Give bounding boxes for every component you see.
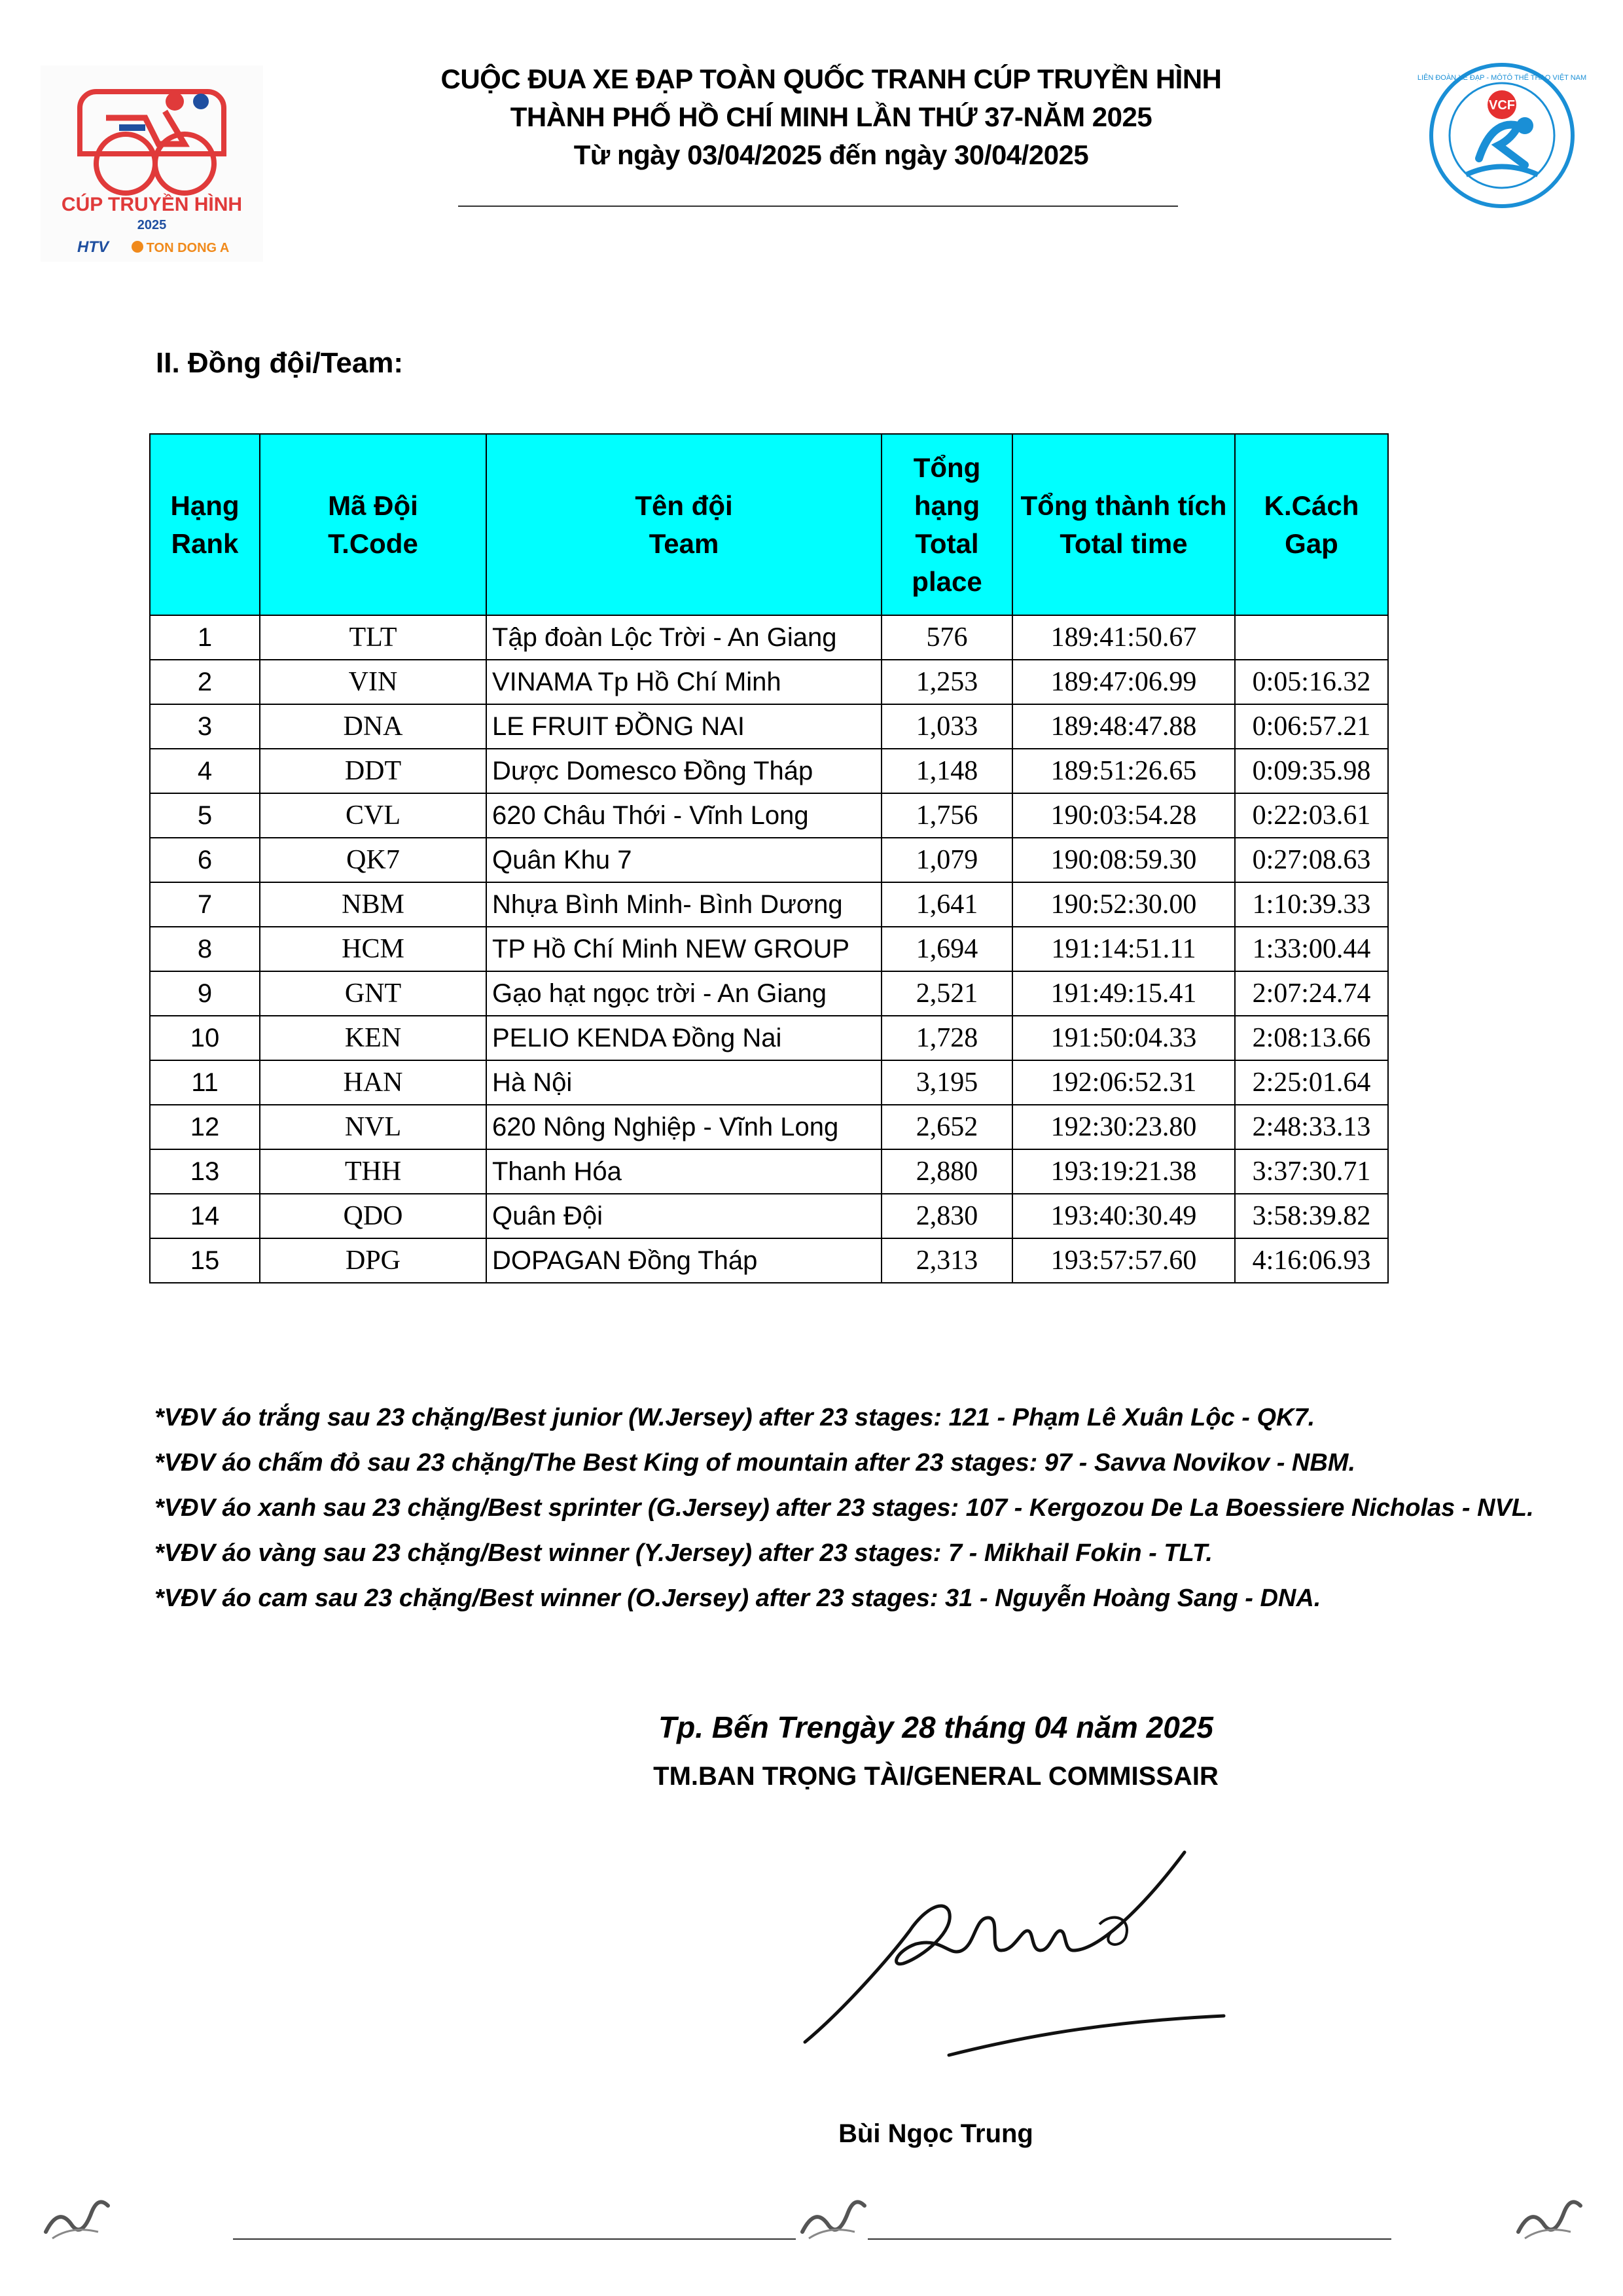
cell-gap: 3:37:30.71 [1235, 1149, 1388, 1194]
cell-team-code: DPG [260, 1238, 486, 1283]
note-green-jersey: *VĐV áo xanh sau 23 chặng/Best sprinter (G.Jersey) after 23 stages: 107 - Kergozou De La Boessiere Nicholas - NVL. [154, 1494, 1534, 1522]
jersey-notes [154, 1395, 1594, 1621]
cell-gap: 0:27:08.63 [1235, 838, 1388, 882]
footer-rule-right [868, 2238, 1391, 2240]
cell-total-place: 2,652 [882, 1105, 1012, 1149]
cell-total-time: 190:08:59.30 [1012, 838, 1235, 882]
cell-rank: 3 [150, 704, 260, 749]
cell-gap: 2:25:01.64 [1235, 1060, 1388, 1105]
table-row [150, 838, 1388, 882]
team-standings-table [149, 433, 1389, 1283]
cell-team-name: Tập đoàn Lộc Trời - An Giang [486, 615, 882, 660]
table-row [150, 1060, 1388, 1105]
table-row [150, 660, 1388, 704]
cell-team-code: CVL [260, 793, 486, 838]
cell-team-code: KEN [260, 1016, 486, 1060]
cell-gap: 2:07:24.74 [1235, 971, 1388, 1016]
table-row [150, 1149, 1388, 1194]
signature-icon [792, 1846, 1237, 2062]
cell-team-name: Hà Nội [486, 1060, 882, 1105]
cell-total-place: 1,694 [882, 927, 1012, 971]
cell-total-time: 189:48:47.88 [1012, 704, 1235, 749]
table-row [150, 927, 1388, 971]
table-row [150, 1194, 1388, 1238]
note-polka-dot-jersey: *VĐV áo chấm đỏ sau 23 chặng/The Best King of mountain after 23 stages: 97 - Savva Novikov - NBM. [154, 1449, 1356, 1477]
cell-rank: 14 [150, 1194, 260, 1238]
cell-rank: 2 [150, 660, 260, 704]
svg-text:TON DONG A: TON DONG A [146, 241, 230, 255]
header-team-code: Mã Đội T.Code [260, 434, 486, 615]
cell-total-time: 191:14:51.11 [1012, 927, 1235, 971]
cell-gap: 2:08:13.66 [1235, 1016, 1388, 1060]
cell-team-name: VINAMA Tp Hồ Chí Minh [486, 660, 882, 704]
header-team-name: Tên đội Team [486, 434, 882, 615]
cell-total-time: 191:49:15.41 [1012, 971, 1235, 1016]
cell-team-name: PELIO KENDA Đồng Nai [486, 1016, 882, 1060]
event-header [406, 60, 1257, 174]
cell-rank: 8 [150, 927, 260, 971]
event-title-line-1: CUỘC ĐUA XE ĐẠP TOÀN QUỐC TRANH CÚP TRUYỀN HÌNH [440, 63, 1222, 94]
event-title-line-2: THÀNH PHỐ HỒ CHÍ MINH LẦN THỨ 37-NĂM 2025 [510, 101, 1152, 132]
cell-total-time: 193:57:57.60 [1012, 1238, 1235, 1283]
table-row [150, 971, 1388, 1016]
cell-total-place: 1,079 [882, 838, 1012, 882]
cell-team-code: DNA [260, 704, 486, 749]
cell-total-place: 1,033 [882, 704, 1012, 749]
cell-team-code: GNT [260, 971, 486, 1016]
cell-team-name: DOPAGAN Đồng Tháp [486, 1238, 882, 1283]
footer-mark-left-icon [39, 2186, 111, 2245]
cell-rank: 15 [150, 1238, 260, 1283]
cell-gap [1235, 615, 1388, 660]
cell-total-place: 1,728 [882, 1016, 1012, 1060]
cell-rank: 13 [150, 1149, 260, 1194]
cell-team-code: TLT [260, 615, 486, 660]
cell-team-code: NBM [260, 882, 486, 927]
footer-rule-left [233, 2238, 796, 2240]
cell-team-name: Dược Domesco Đồng Tháp [486, 749, 882, 793]
cell-total-place: 1,641 [882, 882, 1012, 927]
cell-rank: 9 [150, 971, 260, 1016]
table-row [150, 1016, 1388, 1060]
cell-total-place: 2,830 [882, 1194, 1012, 1238]
cell-team-name: Gạo hạt ngọc trời - An Giang [486, 971, 882, 1016]
signatory-name: Bùi Ngọc Trung [838, 2119, 1033, 2148]
cell-rank: 12 [150, 1105, 260, 1149]
footer-mark-center-icon [796, 2186, 868, 2245]
vcf-federation-logo-icon [1417, 60, 1587, 211]
cell-team-name: Quân Khu 7 [486, 838, 882, 882]
cell-gap: 4:16:06.93 [1235, 1238, 1388, 1283]
cell-total-time: 192:06:52.31 [1012, 1060, 1235, 1105]
cell-total-time: 190:52:30.00 [1012, 882, 1235, 927]
note-yellow-jersey: *VĐV áo vàng sau 23 chặng/Best winner (Y.Jersey) after 23 stages: 7 - Mikhail Fokin - TLT. [154, 1539, 1213, 1567]
cell-total-place: 1,148 [882, 749, 1012, 793]
svg-text:VCF: VCF [1489, 98, 1515, 113]
cell-gap: 0:09:35.98 [1235, 749, 1388, 793]
table-row [150, 704, 1388, 749]
header-total-place: Tổng hạng Total place [882, 434, 1012, 615]
signature-date-line: Tp. Bến Trengày 28 tháng 04 năm 2025 [658, 1710, 1213, 1744]
note-white-jersey: *VĐV áo trắng sau 23 chặng/Best junior (W.Jersey) after 23 stages: 121 - Phạm Lê Xuân Lộc - QK7. [154, 1404, 1315, 1431]
cell-rank: 6 [150, 838, 260, 882]
cell-team-name: 620 Nông Nghiệp - Vĩnh Long [486, 1105, 882, 1149]
table-row [150, 882, 1388, 927]
cell-team-code: HAN [260, 1060, 486, 1105]
vcf-federation-logo [1417, 60, 1587, 211]
cell-team-code: QK7 [260, 838, 486, 882]
cell-total-place: 576 [882, 615, 1012, 660]
cell-team-name: LE FRUIT ĐỒNG NAI [486, 704, 882, 749]
cell-team-code: HCM [260, 927, 486, 971]
cell-total-time: 190:03:54.28 [1012, 793, 1235, 838]
cell-team-code: QDO [260, 1194, 486, 1238]
header-rank: Hạng Rank [150, 434, 260, 615]
table-row [150, 1238, 1388, 1283]
cell-gap: 2:48:33.13 [1235, 1105, 1388, 1149]
cell-team-code: DDT [260, 749, 486, 793]
handwritten-signature [792, 1846, 1237, 2062]
cell-gap: 0:22:03.61 [1235, 793, 1388, 838]
header-divider [458, 206, 1178, 207]
section-title: II. Đồng đội/Team: [156, 347, 404, 379]
note-orange-jersey: *VĐV áo cam sau 23 chặng/Best winner (O.Jersey) after 23 stages: 31 - Nguyễn Hoàng Sang - DNA. [154, 1585, 1321, 1612]
cell-team-name: Thanh Hóa [486, 1149, 882, 1194]
cell-total-place: 1,253 [882, 660, 1012, 704]
cell-total-time: 189:51:26.65 [1012, 749, 1235, 793]
cell-total-time: 191:50:04.33 [1012, 1016, 1235, 1060]
cup-truyen-hinh-logo-icon [41, 65, 263, 262]
cell-total-time: 193:19:21.38 [1012, 1149, 1235, 1194]
table-header-row [150, 434, 1388, 615]
table-row [150, 1105, 1388, 1149]
cell-gap: 1:33:00.44 [1235, 927, 1388, 971]
cell-rank: 7 [150, 882, 260, 927]
cell-rank: 1 [150, 615, 260, 660]
svg-text:2025: 2025 [137, 218, 167, 232]
cell-team-name: TP Hồ Chí Minh NEW GROUP [486, 927, 882, 971]
cell-total-place: 3,195 [882, 1060, 1012, 1105]
cell-team-name: Quân Đội [486, 1194, 882, 1238]
svg-text:LIÊN ĐOÀN XE ĐẠP - MÔTÔ THỂ TH: LIÊN ĐOÀN XE ĐẠP - MÔTÔ THỂ THAO VIỆT NAM [1417, 74, 1587, 82]
cell-team-code: NVL [260, 1105, 486, 1149]
cell-gap: 0:05:16.32 [1235, 660, 1388, 704]
svg-text:HTV: HTV [77, 238, 109, 256]
event-dates: Từ ngày 03/04/2025 đến ngày 30/04/2025 [573, 139, 1089, 170]
table-row [150, 749, 1388, 793]
table-row [150, 793, 1388, 838]
cell-gap: 3:58:39.82 [1235, 1194, 1388, 1238]
cell-rank: 5 [150, 793, 260, 838]
header-total-time: Tổng thành tích Total time [1012, 434, 1235, 615]
cell-team-code: VIN [260, 660, 486, 704]
cell-gap: 0:06:57.21 [1235, 704, 1388, 749]
footer-mark-right-icon [1512, 2186, 1584, 2245]
cell-team-name: 620 Châu Thới - Vĩnh Long [486, 793, 882, 838]
cell-total-time: 192:30:23.80 [1012, 1105, 1235, 1149]
cell-rank: 4 [150, 749, 260, 793]
table-row [150, 615, 1388, 660]
cell-total-place: 2,880 [882, 1149, 1012, 1194]
cell-gap: 1:10:39.33 [1235, 882, 1388, 927]
cell-rank: 10 [150, 1016, 260, 1060]
svg-text:CÚP TRUYỀN HÌNH: CÚP TRUYỀN HÌNH [61, 194, 243, 215]
cell-total-place: 2,313 [882, 1238, 1012, 1283]
cell-total-time: 189:41:50.67 [1012, 615, 1235, 660]
header-gap: K.Cách Gap [1235, 434, 1388, 615]
cell-rank: 11 [150, 1060, 260, 1105]
cell-total-time: 193:40:30.49 [1012, 1194, 1235, 1238]
cell-total-place: 1,756 [882, 793, 1012, 838]
cell-team-code: THH [260, 1149, 486, 1194]
signature-role: TM.BAN TRỌNG TÀI/GENERAL COMMISSAIR [653, 1762, 1219, 1791]
cell-total-time: 189:47:06.99 [1012, 660, 1235, 704]
cup-truyen-hinh-logo [41, 65, 263, 262]
cell-total-place: 2,521 [882, 971, 1012, 1016]
cell-team-name: Nhựa Bình Minh- Bình Dương [486, 882, 882, 927]
